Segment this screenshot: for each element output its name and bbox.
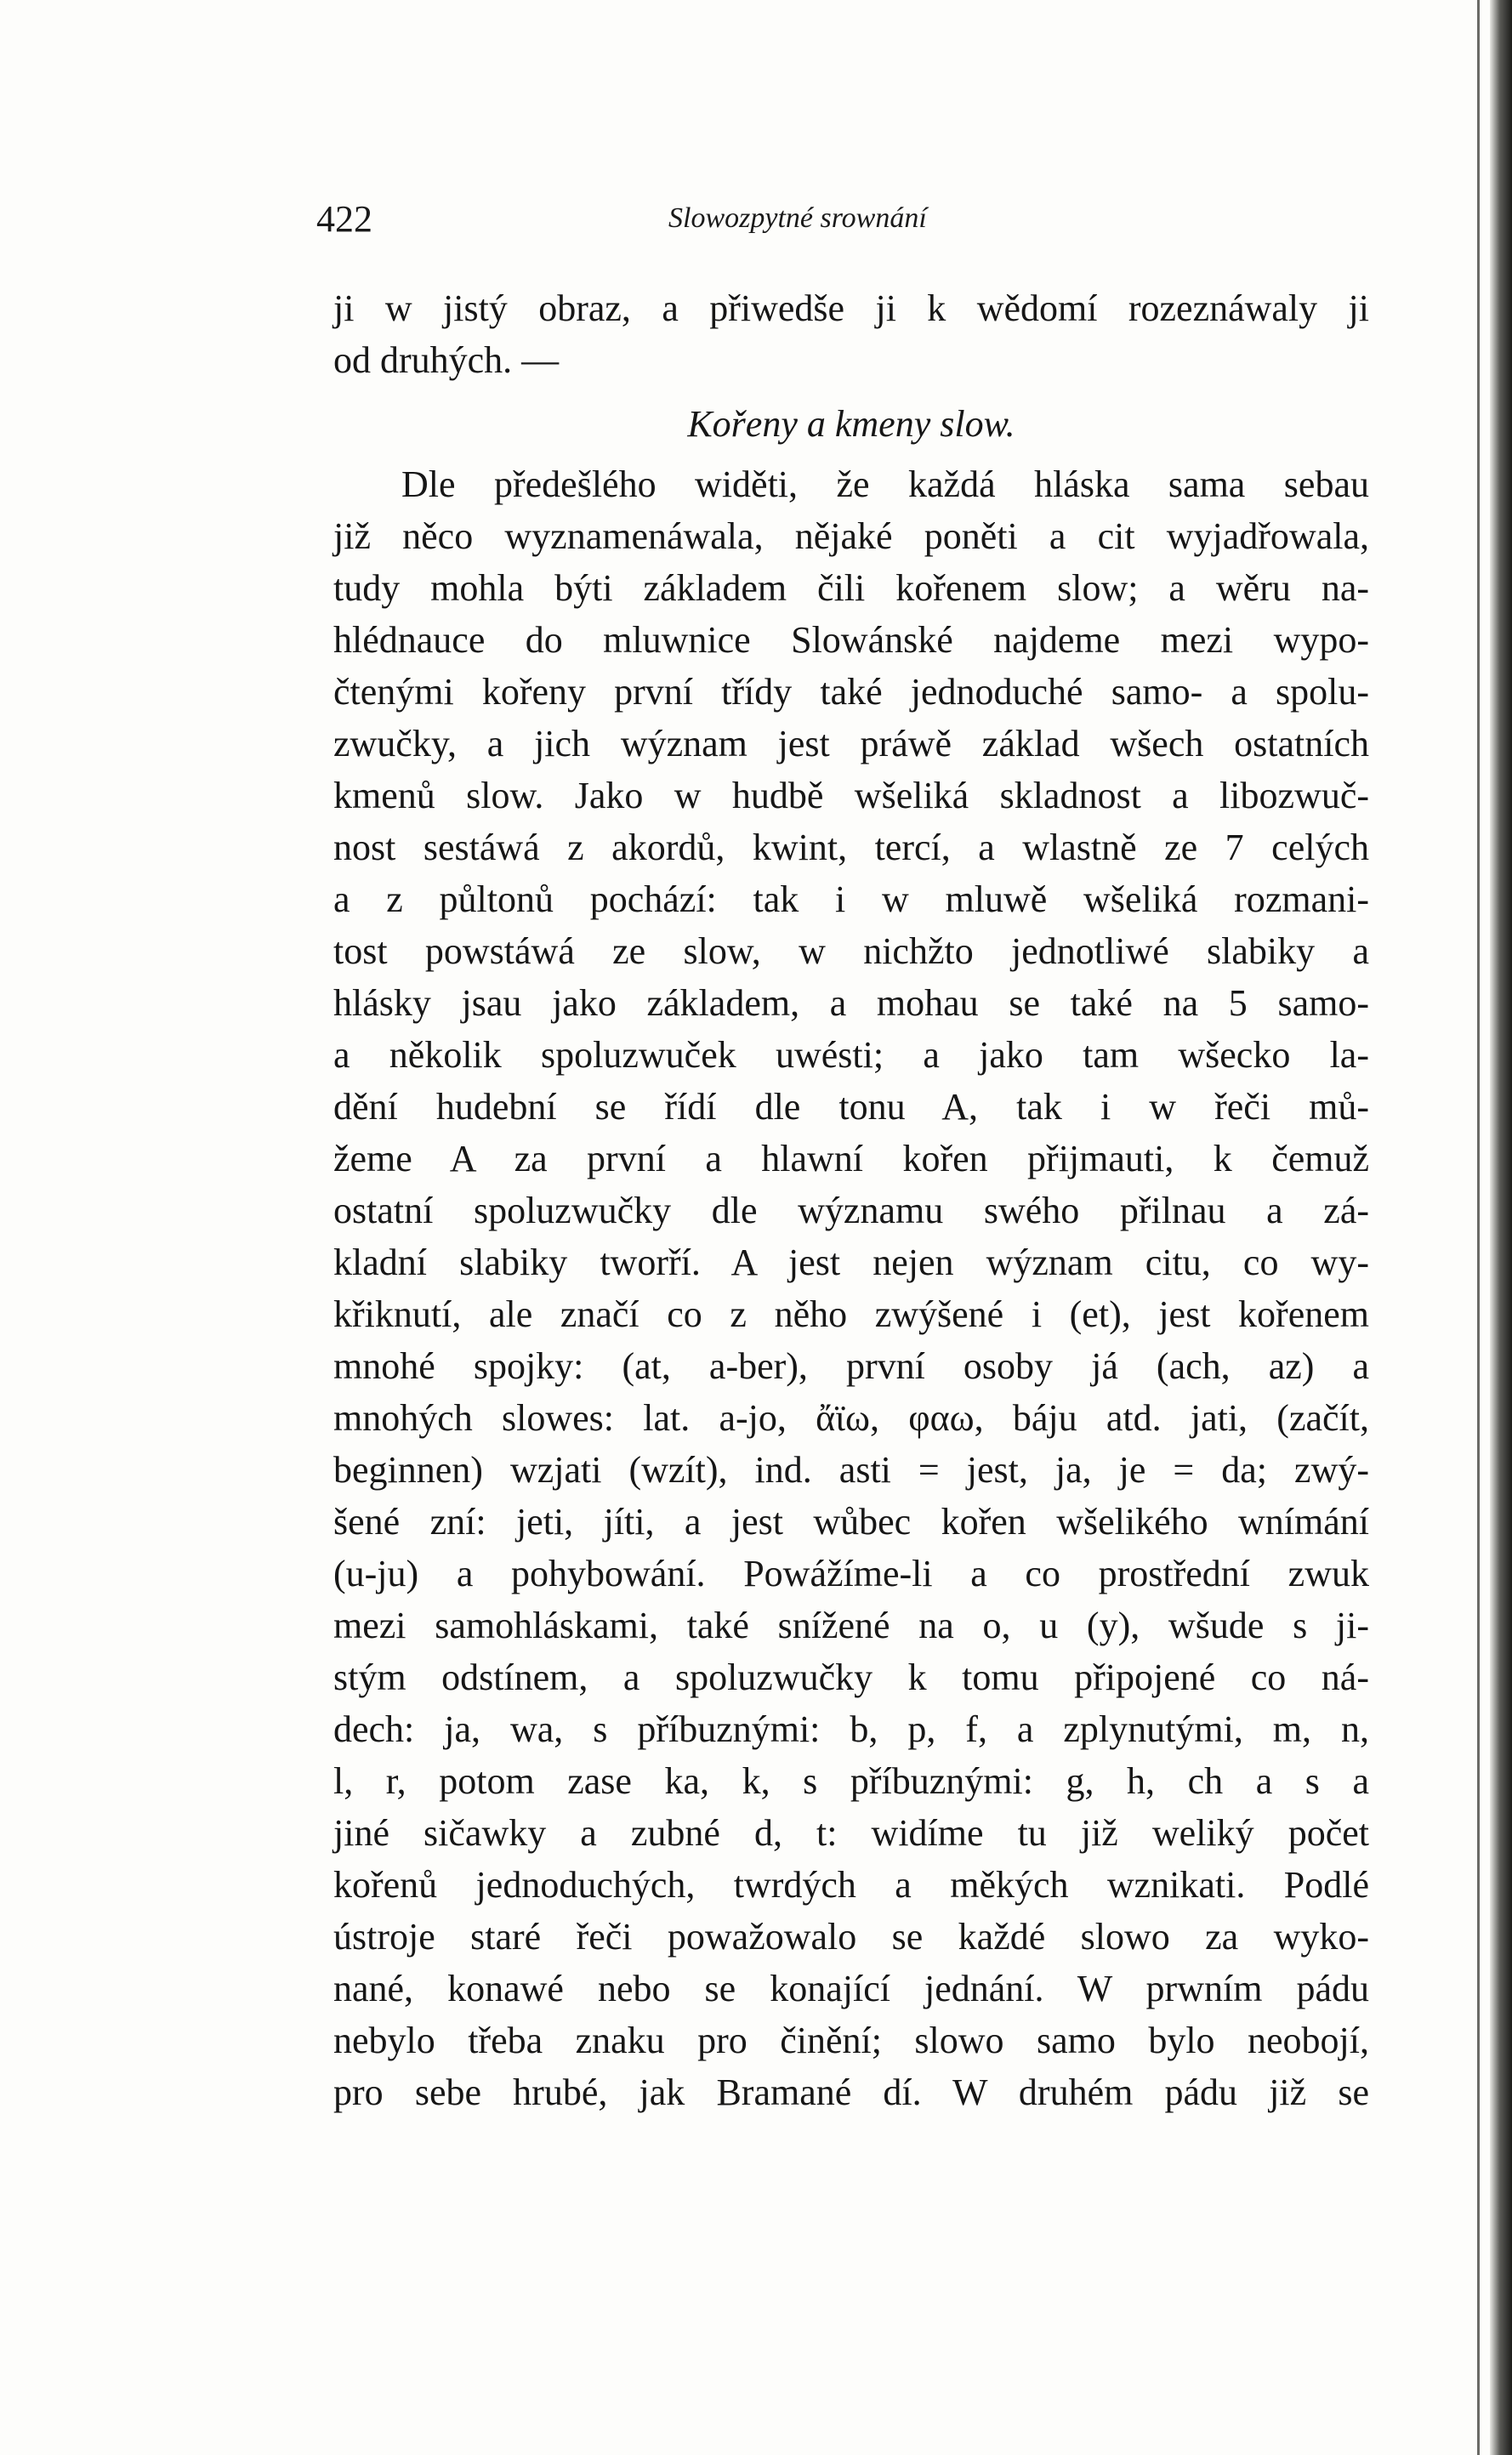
text-line: mezi samohláskami, také snížené na o, u (y), wšude s ji- <box>333 1605 1369 1646</box>
text-line: jiné sičawky a zubné d, t: widíme tu již weliký počet <box>333 1812 1369 1854</box>
text-line: Dle předešlého widěti, že každá hláska sama sebau <box>401 463 1369 505</box>
text-line: mnohé spojky: (at, a-ber), první osoby já (ach, az) a <box>333 1345 1369 1387</box>
text-line: kladní slabiky tworří. A jest nejen wýznam citu, co wy- <box>333 1242 1369 1283</box>
text-line: dění hudební se řídí dle tonu A, tak i w řeči mů- <box>333 1086 1369 1128</box>
text-line: l, r, potom zase ka, k, s příbuznými: g, h, ch a s a <box>333 1760 1369 1802</box>
text-line: od druhých. — <box>333 339 560 381</box>
text-line: křiknutí, ale značí co z něho zwýšené i (et), jest kořenem <box>333 1293 1369 1335</box>
text-line: (u-ju) a pohybowání. Powážíme-li a co prostřední zwuk <box>333 1553 1369 1594</box>
text-line: dech: ja, wa, s příbuznými: b, p, f, a zplynutými, m, n, <box>333 1708 1369 1750</box>
text-line: tost powstáwá ze slow, w nichžto jednotliwé slabiky a <box>333 930 1369 972</box>
text-line: a z půltonů pochází: tak i w mluwě wšeliká rozmani- <box>333 878 1369 920</box>
page-edge-line <box>1477 0 1480 2455</box>
text-line: šené zní: jeti, jíti, a jest wůbec kořen wšelikého wnímání <box>333 1501 1369 1543</box>
page-number: 422 <box>316 198 372 240</box>
text-line: stým odstínem, a spoluzwučky k tomu připojené co ná- <box>333 1657 1369 1698</box>
section-heading: Kořeny a kmeny slow. <box>687 403 1015 445</box>
text-line: ústroje staré řeči powažowalo se každé slowo za wyko- <box>333 1916 1369 1958</box>
text-line: nost sestáwá z akordů, kwint, tercí, a wlastně ze 7 celých <box>333 827 1369 868</box>
text-line: mnohých slowes: lat. a-jo, ἄϊω, φαω, báju atd. jati, (začít, <box>333 1397 1369 1439</box>
text-line: ji w jistý obraz, a přiwedše ji k wědomí rozeznáwaly ji <box>333 287 1369 329</box>
text-line: kořenů jednoduchých, twrdých a měkých wznikati. Podlé <box>333 1864 1369 1906</box>
text-line: hlédnauce do mluwnice Slowánské najdeme mezi wypo- <box>333 619 1369 661</box>
text-line: již něco wyznamenáwala, nějaké poněti a cit wyjadřowala, <box>333 515 1369 557</box>
text-block <box>333 282 1369 2118</box>
text-line: pro sebe hrubé, jak Bramané dí. W druhém pádu již se <box>333 2071 1369 2113</box>
text-line: beginnen) wzjati (wzít), ind. asti = jest, ja, je = da; zwý- <box>333 1449 1369 1491</box>
text-line: žeme A za první a hlawní kořen přijmauti, k čemuž <box>333 1138 1369 1179</box>
text-line: tudy mohla býti základem čili kořenem slow; a wěru na- <box>333 567 1369 609</box>
text-line: zwučky, a jich wýznam jest práwě základ wšech ostatních <box>333 723 1369 764</box>
text-line: nebylo třeba znaku pro činění; slowo samo bylo neobojí, <box>333 2020 1369 2061</box>
running-title: Slowozpytné srownání <box>668 202 927 234</box>
text-line: kmenů slow. Jako w hudbě wšeliká skladnost a libozwuč- <box>333 775 1369 816</box>
running-head <box>316 197 1379 257</box>
text-line: čtenými kořeny první třídy také jednoduché samo- a spolu- <box>333 671 1369 713</box>
text-line: hlásky jsau jako základem, a mohau se také na 5 samo- <box>333 982 1369 1024</box>
text-line: ostatní spoluzwučky dle wýznamu swého přilnau a zá- <box>333 1190 1369 1231</box>
text-line: nané, konawé nebo se konající jednání. W prwním pádu <box>333 1968 1369 2009</box>
text-line: a několik spoluzwuček uwésti; a jako tam wšecko la- <box>333 1034 1369 1076</box>
page-edge-shadow <box>1490 0 1512 2455</box>
